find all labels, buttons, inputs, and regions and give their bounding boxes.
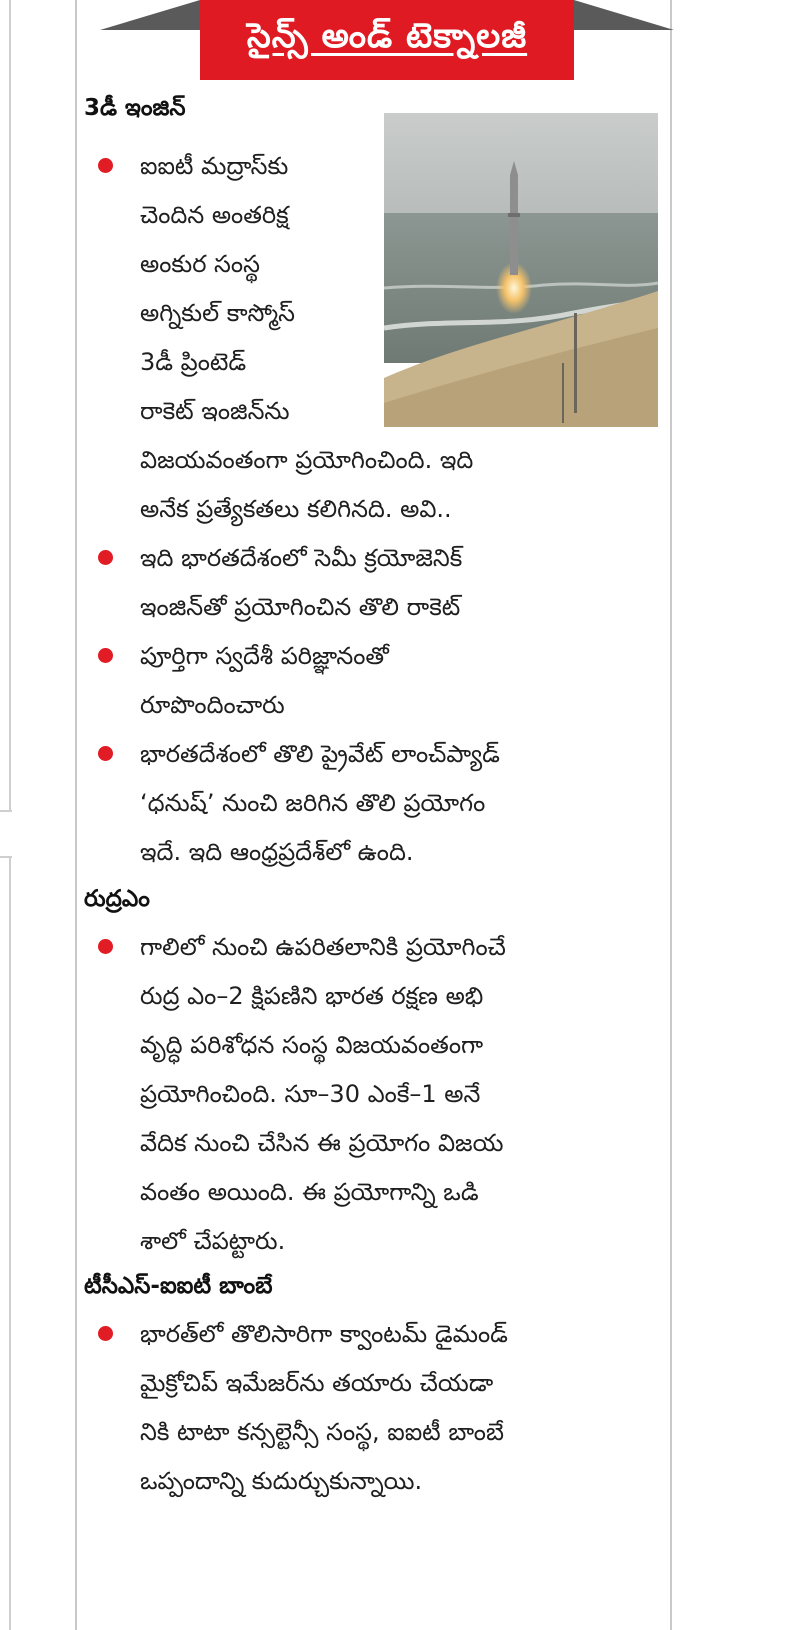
article-frame-right [670, 0, 672, 1630]
text-line: ప్రయోగించింది. సూ–30 ఎంకే–1 అనే [140, 1080, 481, 1108]
text-line: శాలో చేపట్టారు. [140, 1227, 286, 1255]
heading-3d-engine: 3డీ ఇంజిన్ [84, 95, 186, 121]
article-body [84, 92, 660, 1506]
section-banner [200, 0, 574, 80]
text-line: అగ్నికుల్ కాస్మోస్ [140, 299, 295, 327]
text-line: అనేక ప్రత్యేకతలు కలిగినది. అవి.. [140, 495, 452, 523]
text-line: చెందిన అంతరిక్ష [140, 201, 289, 229]
text-line: ఐఐటీ మద్రాస్‌కు [140, 152, 289, 180]
banner-title: సైన్స్ అండ్ టెక్నాలజీ [246, 16, 528, 56]
text-line: ‘ధనుష్’ నుంచి జరిగిన తొలి ప్రయోగం [140, 789, 486, 817]
text-line: పూర్తిగా స్వదేశీ పరిజ్ఞానంతో [140, 642, 389, 670]
text-line: నికి టాటా కన్సల్టెన్సీ సంస్థ, ఐఐటీ బాంబే [140, 1418, 504, 1446]
text-line: భారతదేశంలో తొలి ప్రైవేట్ లాంచ్‌ప్యాడ్ [140, 740, 500, 768]
text-line: ఇంజిన్‌తో ప్రయోగించిన తొలి రాకెట్ [140, 593, 461, 621]
text-line: రుద్ర ఎం–2 క్షిపణిని భారత రక్షణ అభి [140, 982, 484, 1010]
text-line: ఇదే. ఇది ఆంధ్రప్రదేశ్‌లో ఉంది. [140, 838, 414, 866]
left-column-rule-top [9, 0, 11, 810]
heading-rudram: రుద్రఎం [84, 886, 150, 912]
text-line: మైక్రోచిప్ ఇమేజర్‌ను తయారు చేయడా [140, 1369, 494, 1397]
left-column-rule-bottom [9, 858, 11, 1630]
article-frame-left [75, 0, 77, 1630]
text-line: రూపొందించారు [140, 691, 285, 719]
text-line: వంతం అయింది. ఈ ప్రయోగాన్ని ఒడి [140, 1178, 479, 1206]
text-line: రాకెట్ ఇంజిన్‌ను [140, 397, 290, 425]
bullet-item [84, 923, 660, 1266]
bullet-item [84, 632, 660, 730]
text-line: వృద్ధి పరిశోధన సంస్థ విజయవంతంగా [140, 1031, 484, 1059]
text-line: భారత్‌లో తొలిసారిగా క్వాంటమ్ డైమండ్ [140, 1320, 508, 1348]
text-line: విజయవంతంగా ప్రయోగించింది. ఇది [140, 446, 474, 474]
text-line: ఒప్పందాన్ని కుదుర్చుకున్నాయి. [140, 1467, 423, 1495]
text-line: గాలిలో నుంచి ఉపరితలానికి ప్రయోగించే [140, 933, 506, 961]
heading-tcs-iit-bombay: టీసీఎస్-ఐఐటీ బాంబే [84, 1273, 273, 1299]
text-line: ఇది భారతదేశంలో సెమీ క్రయోజెనిక్ [140, 544, 463, 572]
text-line: అంకుర సంస్థ [140, 250, 260, 278]
text-line: వేదిక నుంచి చేసిన ఈ ప్రయోగం విజయ [140, 1129, 504, 1157]
left-column-tick [0, 810, 12, 812]
text-line: 3డీ ప్రింటెడ్ [140, 348, 247, 376]
bullet-item [84, 534, 660, 632]
banner-wing-right [574, 0, 674, 30]
bullet-item [84, 730, 660, 877]
banner-wing-left [100, 0, 200, 30]
intro-paragraph [84, 142, 660, 534]
bullet-item [84, 1310, 660, 1506]
